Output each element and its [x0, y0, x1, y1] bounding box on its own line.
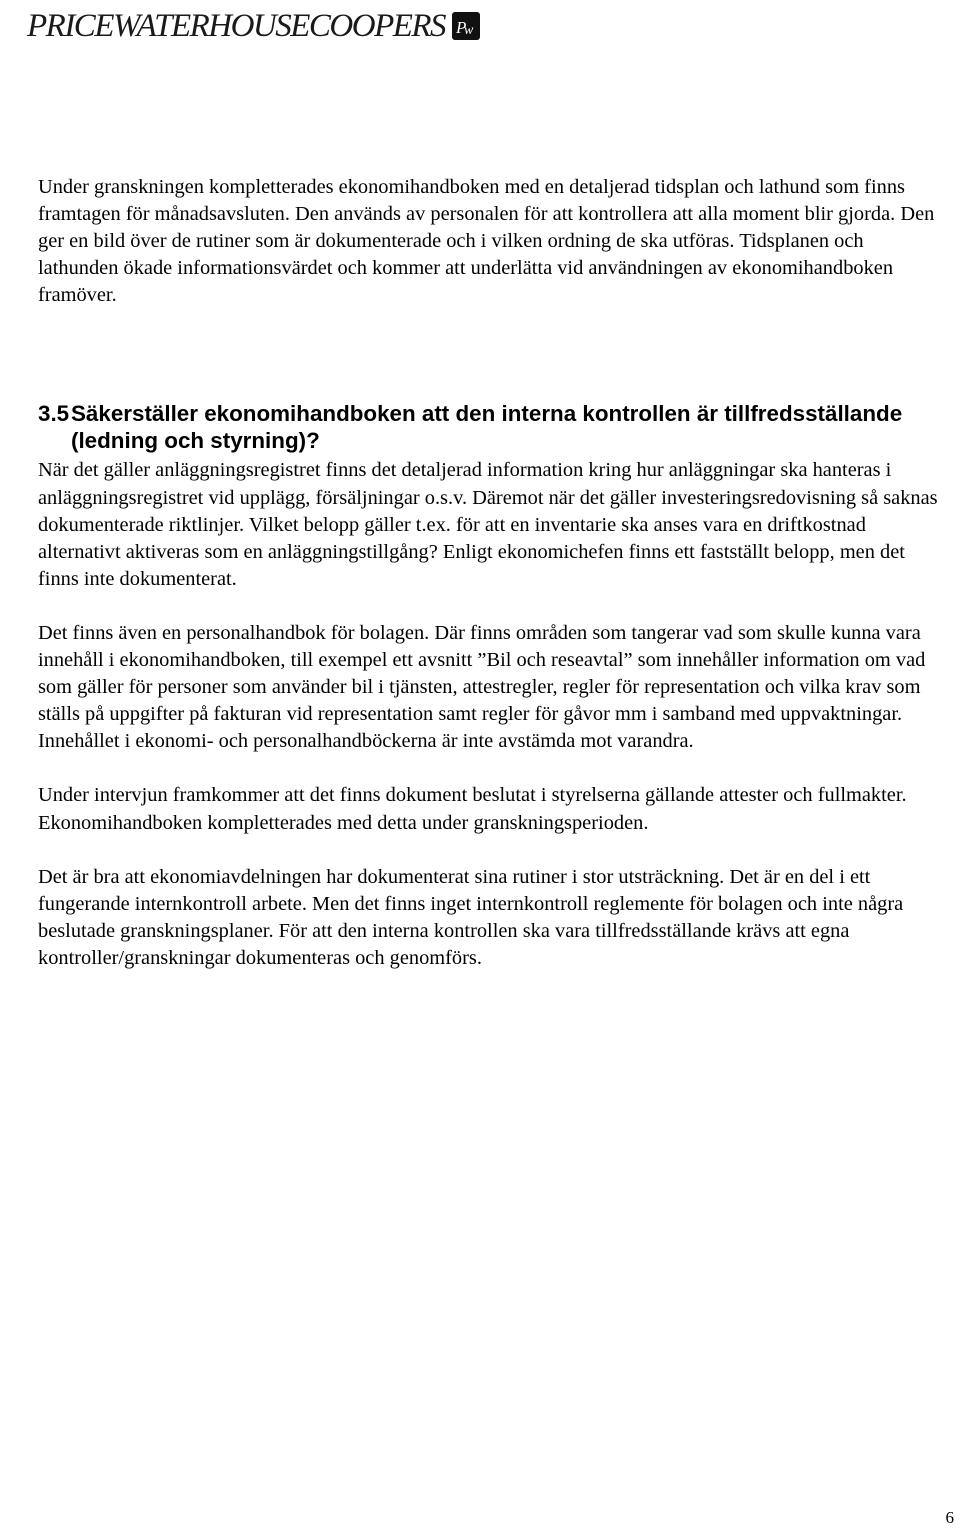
- svg-text:w: w: [464, 23, 474, 38]
- paragraph: Under granskningen kompletterades ekonomihandboken med en detaljerad tidsplan och lathund som finns framtagen för månadsavsluten. Den används av personalen för att kontrollera att alla moment blir gjorda. Den ger en bild över de rutiner som är dokumenterade och i vilken ordning de ska utföras. Tidsplanen och lathunden ökade informationsvärdet och kommer att underlätta vid användningen av ekonomihandboken framöver.: [38, 176, 935, 307]
- paragraph: Det är bra att ekonomiavdelningen har dokumenterat sina rutiner i stor utsträckning. Det är en del i ett fungerande internkontroll arbete. Men det finns inget internkontroll reglemente för bolagen och inte några beslutade granskningsplaner. För att den interna kontrollen ska vara tillfredsställande krävs att egna kontroller/granskningar dokumenteras och genomförs.: [38, 865, 904, 969]
- company-logo: [27, 4, 480, 48]
- svg-text:P: P: [456, 18, 467, 37]
- paragraph: Det finns även en personalhandbok för bolagen. Där finns områden som tangerar vad som skulle kunna vara innehåll i ekonomihandboken, till exempel ett avsnitt ”Bil och reseavtal” som innehåller information om vad som gäller för personer som använder bil i tjänsten, attestregler, regler för representation och vilka krav som ställs på uppgifter på fakturan vid representation samt regler för gåvor mm i samband med uppvaktningar. Innehållet i ekonomi- och personalhandböckerna är inte avstämda mot varandra.: [38, 621, 926, 753]
- section-number: 3.5: [38, 401, 70, 427]
- pwc-seal-icon: [452, 12, 480, 40]
- logo-wordmark: PRICEWATERHOUSECOOPERS: [27, 7, 446, 44]
- section-title: Säkerställer ekonomihandboken att den interna kontrollen är tillfredsställande (ledning och styrning)?: [71, 401, 903, 453]
- paragraph: Under intervjun framkommer att det finns dokument beslutat i styrelserna gällande attester och fullmakter. Ekonomihandboken kompletterades med detta under granskningsperioden.: [38, 784, 907, 834]
- page-number: 6: [945, 1508, 954, 1527]
- section-heading: [38, 401, 938, 454]
- paragraph: När det gäller anläggningsregistret finns det detaljerad information kring hur anläggningar ska hanteras i anläggningsregistret vid upplägg, försäljningar o.s.v. Däremot när det gäller investeringsredovisning så saknas dokumenterade riktlinjer. Vilket belopp gäller t.ex. för att en inventarie ska anses vara en driftkostnad alternativt aktiveras som en anläggningstillgång? Enligt ekonomichefen finns ett fastställt belopp, men det finns inte dokumenterat.: [38, 459, 938, 590]
- document-body: [38, 174, 938, 972]
